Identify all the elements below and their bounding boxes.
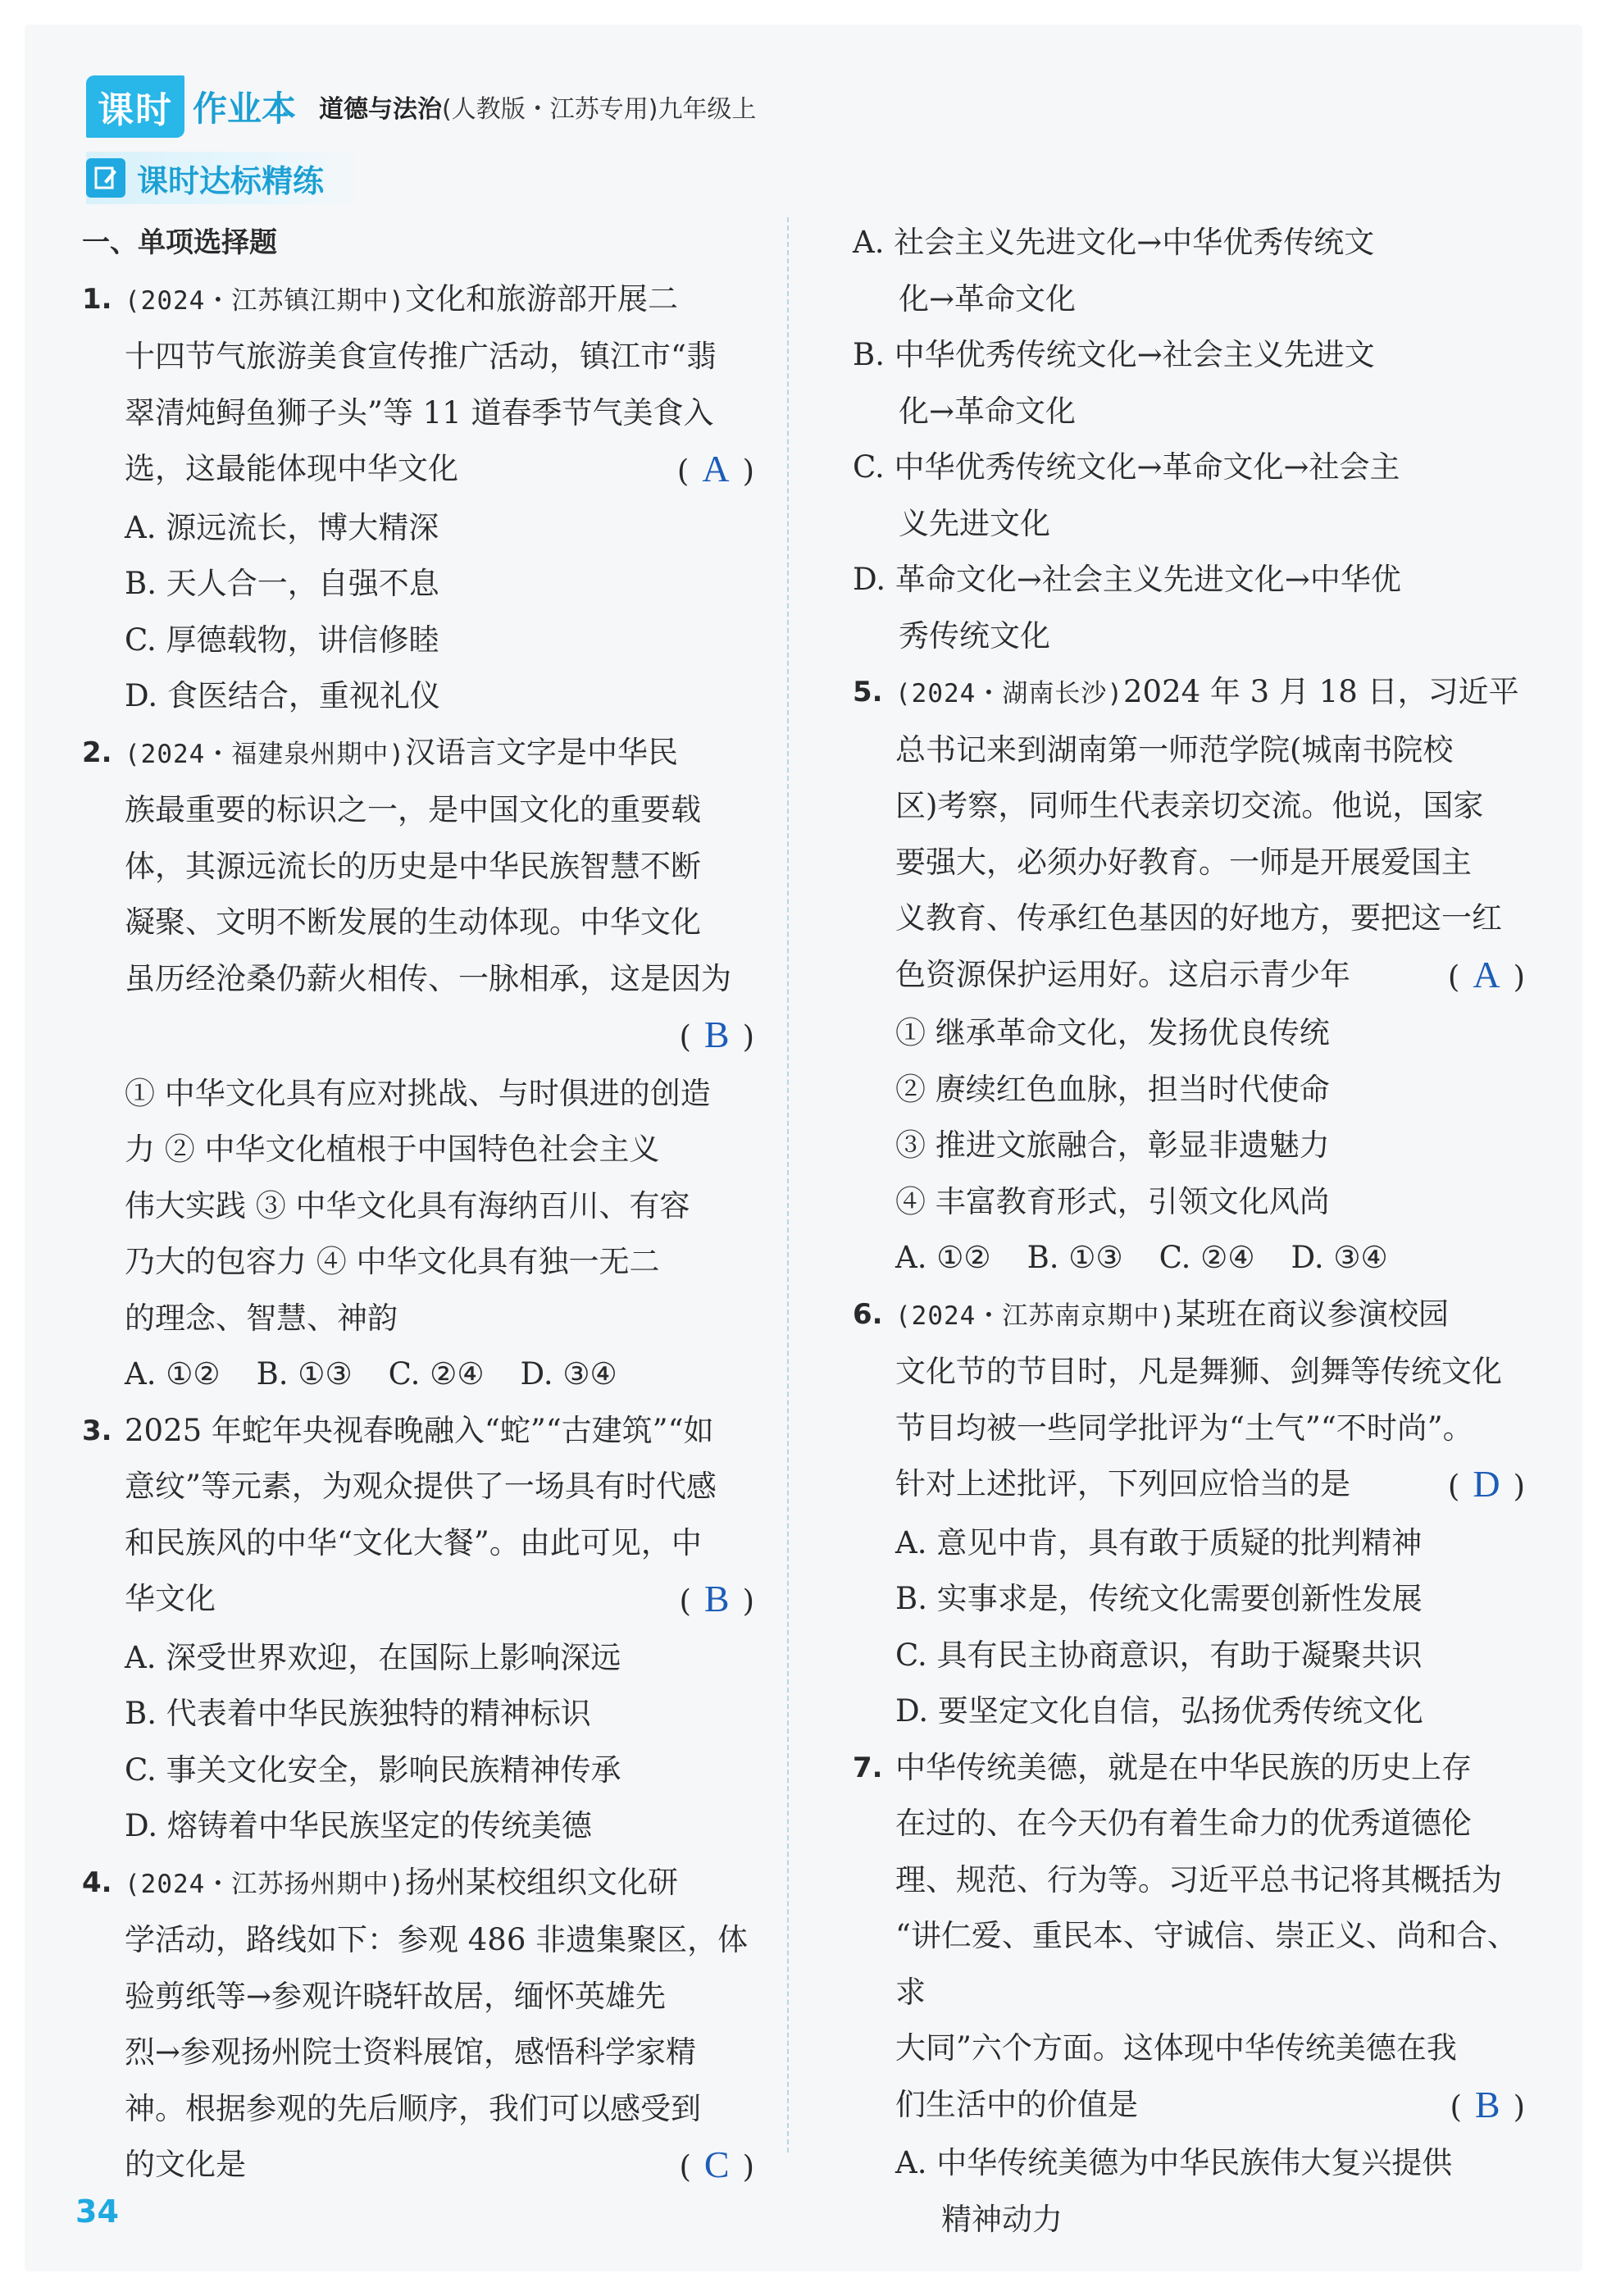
logo-tail: 作业本 bbox=[193, 89, 297, 129]
question-number: 6. bbox=[853, 1297, 883, 1331]
question-7 bbox=[853, 1740, 1525, 2248]
subject-title: 道德与法治 bbox=[319, 95, 443, 124]
statement-line: 的理念、智慧、神韵 bbox=[125, 1300, 398, 1336]
stem-line: 十四节气旅游美食宣传推广活动，镇江市“翡 bbox=[125, 339, 717, 374]
stem-line: 文化节的节目时，凡是舞狮、剑舞等传统文化 bbox=[895, 1354, 1502, 1389]
option-d: D. 革命文化→社会主义先进文化→中华优 秀传统文化 bbox=[853, 562, 1401, 654]
answer-bracket: ( B ) bbox=[1450, 2083, 1525, 2125]
stem-line: 在过的、在今天仍有着生命力的优秀道德伦 bbox=[895, 1806, 1472, 1841]
stem-line: 华文化 bbox=[125, 1581, 216, 1616]
question-source: (2024・福建泉州期中) bbox=[125, 739, 405, 769]
answer-mark: A bbox=[1473, 953, 1500, 995]
statement-line: 力 ② 中华文化植根于中国特色社会主义 bbox=[125, 1132, 660, 1167]
option-c: C. 具有民主协商意识，有助于凝聚共识 bbox=[895, 1637, 1423, 1673]
stem-line: 扬州某校组织文化研 bbox=[404, 1864, 678, 1900]
page-header bbox=[86, 78, 756, 135]
choice-row bbox=[125, 1346, 754, 1403]
question-number: 2. bbox=[82, 736, 112, 769]
stem-line: 理、规范、行为等。习近平总书记将其概括为 bbox=[895, 1861, 1502, 1897]
option-d: D. 要坚定文化自信，弘扬优秀传统文化 bbox=[895, 1693, 1423, 1729]
option-a: A. 社会主义先进文化→中华优秀传统文 化→革命文化 bbox=[853, 225, 1375, 317]
question-3 bbox=[82, 1403, 754, 1855]
stem-line: 凝聚、文明不断发展的生动体现。中华文化 bbox=[125, 904, 701, 940]
answer-mark: B bbox=[703, 1014, 730, 1055]
option-a: A. 深受世界欢迎，在国际上影响深远 bbox=[125, 1639, 621, 1675]
stem-line: 针对上述批评，下列回应恰当的是 bbox=[895, 1466, 1350, 1501]
question-number: 4. bbox=[82, 1866, 112, 1899]
option-b: B. 中华优秀传统文化→社会主义先进文 化→革命文化 bbox=[853, 337, 1375, 429]
statement-line: ① 继承革命文化，发扬优良传统 bbox=[895, 1015, 1330, 1050]
question-6 bbox=[853, 1287, 1525, 1740]
option-d: D. ③④ bbox=[1291, 1240, 1388, 1275]
stem-line: 节目均被一些同学批评为“土气”“不时尚”。 bbox=[895, 1410, 1473, 1446]
option-b: B. ①③ bbox=[1027, 1240, 1123, 1275]
answer-bracket: ( A ) bbox=[676, 448, 754, 490]
stem-line: 族最重要的标识之一，是中国文化的重要载 bbox=[125, 792, 701, 827]
answer-bracket: ( D ) bbox=[1447, 1463, 1525, 1505]
question-source: (2024・江苏镇江期中) bbox=[125, 285, 405, 316]
answer-mark: B bbox=[703, 1578, 730, 1620]
stem-line: 中华传统美德，就是在中华民族的历史上存 bbox=[895, 1749, 1472, 1785]
stem-line: 学活动，路线如下：参观 486 非遗集聚区，体 bbox=[125, 1922, 749, 1957]
stem-line: 选，这最能体现中华文化 bbox=[125, 451, 458, 486]
stem-line: 和民族风的中华“文化大餐”。由此可见，中 bbox=[125, 1524, 702, 1560]
stem-line: 某班在商议参演校园 bbox=[1175, 1296, 1449, 1332]
question-source: (2024・江苏南京期中) bbox=[895, 1301, 1176, 1331]
answer-bracket: ( A ) bbox=[1447, 953, 1525, 995]
edition-label: (人教版・江苏专用) bbox=[442, 95, 658, 124]
part-title: 一、单项选择题 bbox=[82, 226, 277, 259]
answer-bracket: ( B ) bbox=[679, 1014, 754, 1055]
statement-line: ③ 推进文旅融合，彰显非遗魅力 bbox=[895, 1128, 1330, 1163]
question-1 bbox=[82, 271, 754, 725]
stem-line: 虽历经沧桑仍薪火相传、一脉相承，这是因为 bbox=[125, 960, 731, 996]
option-a: A. 意见中肯，具有敢于质疑的批判精神 bbox=[895, 1524, 1423, 1560]
stem-line: 区)考察，同师生代表亲切交流。他说，国家 bbox=[895, 788, 1484, 823]
stem-line: 意纹”等元素，为观众提供了一场具有时代感 bbox=[125, 1469, 717, 1504]
option-a: A. ①② bbox=[125, 1356, 221, 1392]
section-banner bbox=[86, 152, 365, 204]
option-a: A. ①② bbox=[895, 1240, 991, 1275]
column-divider bbox=[787, 217, 789, 2152]
grade-label: 九年级上 bbox=[658, 95, 757, 124]
question-number: 3. bbox=[82, 1414, 112, 1447]
stem-line: 文化和旅游部开展二 bbox=[404, 280, 678, 317]
question-number: 1. bbox=[82, 282, 112, 316]
answer-mark: A bbox=[702, 448, 730, 490]
option-d: D. ③④ bbox=[520, 1356, 617, 1392]
answer-bracket: ( C ) bbox=[679, 2143, 754, 2185]
stem-line: 色资源保护运用好。这启示青少年 bbox=[895, 956, 1350, 992]
stem-line: 烈→参观扬州院士资料展馆，感悟科学家精 bbox=[125, 2034, 697, 2070]
choice-row bbox=[895, 1230, 1525, 1287]
stem-line: 神。根据参观的先后顺序，我们可以感受到 bbox=[125, 2090, 701, 2126]
answer-mark: D bbox=[1473, 1463, 1500, 1505]
stem-line: 汉语言文字是中华民 bbox=[404, 734, 678, 770]
option-d: D. 食医结合，重视礼仪 bbox=[125, 678, 440, 713]
option-b: B. 代表着中华民族独特的精神标识 bbox=[125, 1696, 591, 1731]
stem-line: 验剪纸等→参观许晓轩故居，缅怀英雄先 bbox=[125, 1978, 667, 2014]
stem-line: 的文化是 bbox=[125, 2147, 246, 2182]
question-source: (2024・江苏扬州期中) bbox=[125, 1869, 405, 1899]
question-2 bbox=[82, 725, 754, 1403]
option-a: A. 源远流长，博大精深 bbox=[125, 509, 439, 545]
question-source: (2024・湖南长沙) bbox=[895, 679, 1123, 708]
statement-line: 乃大的包容力 ④ 中华文化具有独一无二 bbox=[125, 1244, 660, 1279]
page-number: 34 bbox=[75, 2194, 119, 2230]
question-4 bbox=[82, 1855, 754, 2196]
left-column bbox=[82, 215, 754, 2196]
stem-line: 义教育、传承红色基因的好地方，要把这一红 bbox=[895, 900, 1502, 936]
statement-line: ② 赓续红色血脉，担当时代使命 bbox=[895, 1071, 1330, 1107]
statement-line: ④ 丰富教育形式，引领文化风尚 bbox=[895, 1183, 1330, 1219]
question-number: 5. bbox=[853, 676, 883, 708]
question-4-options bbox=[853, 215, 1525, 664]
stem-line: 2025 年蛇年央视春晚融入“蛇”“古建筑”“如 bbox=[125, 1412, 714, 1448]
pencil-icon bbox=[86, 158, 125, 198]
statement-line: 伟大实践 ③ 中华文化具有海纳百川、有容 bbox=[125, 1187, 690, 1223]
stem-line: 2024 年 3 月 18 日，习近平 bbox=[1122, 674, 1519, 709]
option-b: B. ①③ bbox=[256, 1356, 353, 1392]
option-b: B. 天人合一，自强不息 bbox=[125, 566, 439, 601]
stem-line: 体，其源远流长的历史是中华民族智慧不断 bbox=[125, 848, 701, 884]
statement-line: ① 中华文化具有应对挑战、与时俱进的创造 bbox=[125, 1075, 711, 1111]
option-b: B. 实事求是，传统文化需要创新性发展 bbox=[895, 1581, 1423, 1616]
stem-line: “讲仁爱、重民本、守诚信、崇正义、尚和合、求 bbox=[895, 1918, 1518, 2010]
option-c: C. ②④ bbox=[388, 1356, 485, 1392]
question-number: 7. bbox=[853, 1751, 883, 1784]
answer-mark: C bbox=[703, 2143, 730, 2185]
option-a: A. 中华传统美德为中华民族伟大复兴提供 精神动力 bbox=[895, 2145, 1453, 2237]
stem-line: 们生活中的价值是 bbox=[895, 2086, 1138, 2122]
option-c: C. 厚德载物，讲信修睦 bbox=[125, 622, 439, 658]
question-5 bbox=[853, 664, 1525, 1287]
option-c: C. ②④ bbox=[1159, 1240, 1255, 1275]
stem-line: 要强大，必须办好教育。一师是开展爱国主 bbox=[895, 844, 1472, 880]
option-d: D. 熔铸着中华民族坚定的传统美德 bbox=[125, 1808, 592, 1843]
logo: 课时 bbox=[86, 75, 184, 138]
answer-bracket: ( B ) bbox=[679, 1578, 754, 1620]
stem-line: 总书记来到湖南第一师范学院(城南书院校 bbox=[895, 731, 1454, 768]
section-title: 课时达标精练 bbox=[137, 162, 325, 199]
option-c: C. 事关文化安全，影响民族精神传承 bbox=[125, 1752, 621, 1788]
stem-line: 大同”六个方面。这体现中华传统美德在我 bbox=[895, 2030, 1457, 2066]
right-column bbox=[853, 215, 1525, 2248]
stem-line: 翠清炖鲟鱼狮子头”等 11 道春季节气美食入 bbox=[125, 394, 714, 430]
answer-mark: B bbox=[1474, 2083, 1500, 2125]
option-c: C. 中华优秀传统文化→革命文化→社会主 义先进文化 bbox=[853, 449, 1400, 541]
